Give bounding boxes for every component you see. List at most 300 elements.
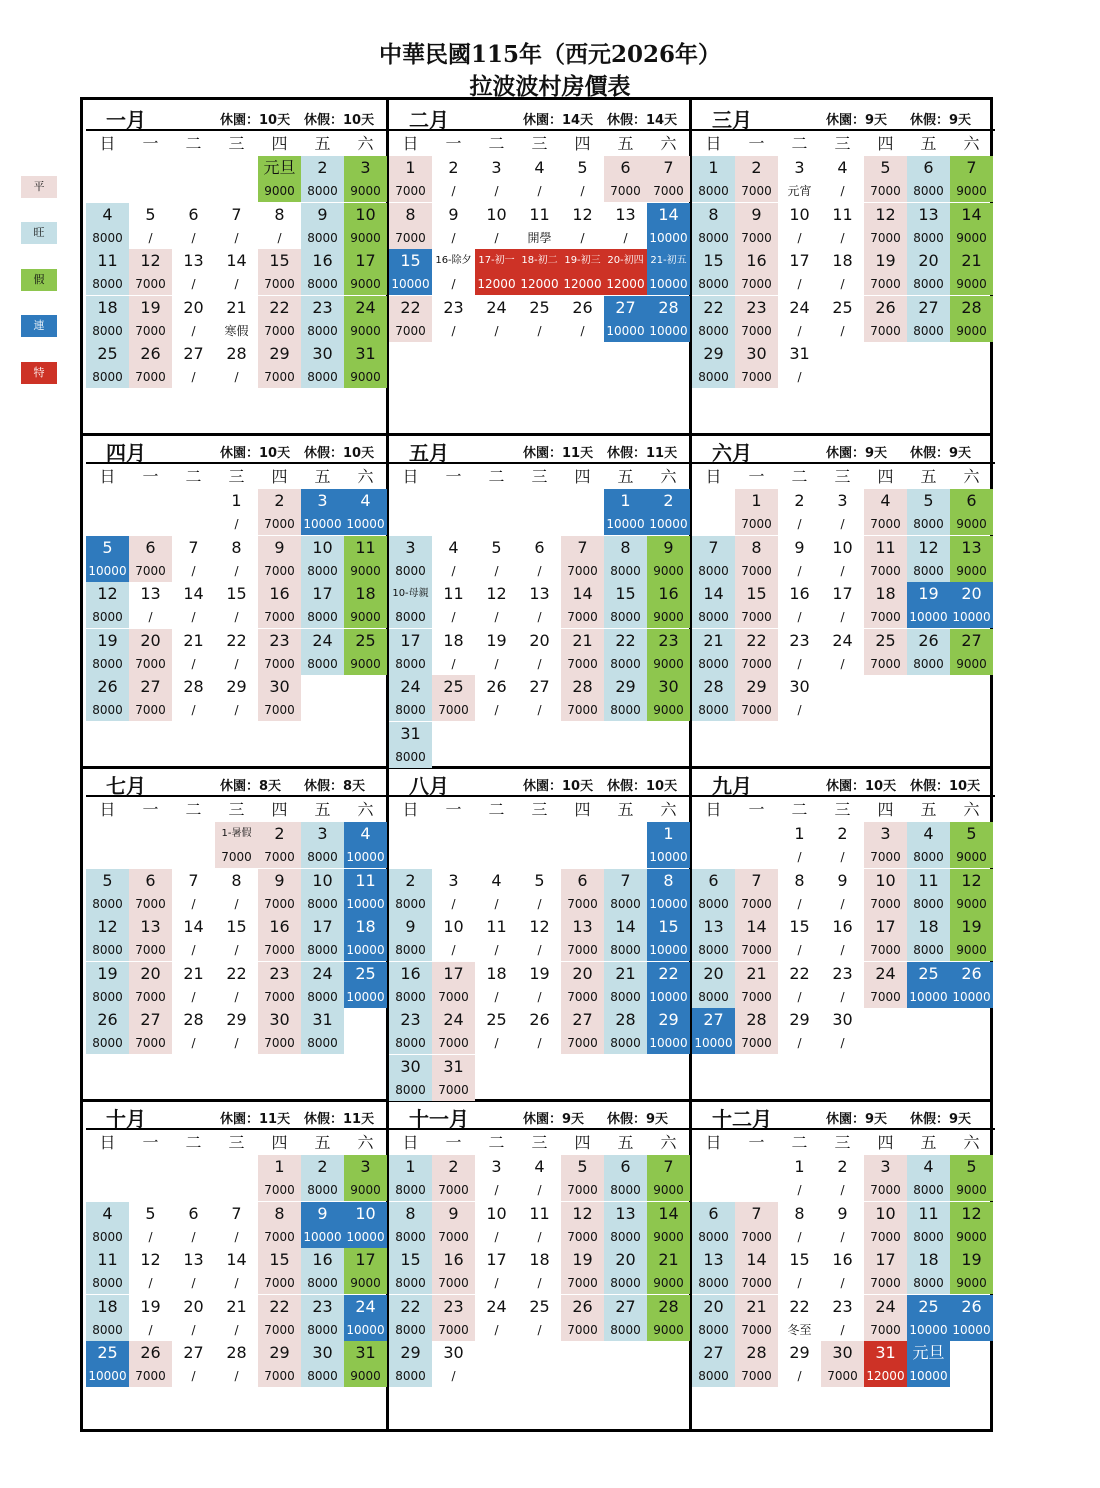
day-cell [821, 1202, 864, 1248]
day-number: 7 [663, 1157, 674, 1176]
day-cell [692, 629, 735, 675]
day-cell [301, 962, 344, 1008]
day-number: 7 [620, 870, 631, 890]
weekday-label: 六 [963, 1133, 980, 1152]
day-number: 23 [312, 1296, 333, 1316]
day-cell [258, 582, 301, 628]
day-price: 9000 [350, 323, 381, 338]
day-number: 9 [274, 537, 285, 557]
month-block [389, 1102, 692, 1435]
day-price: 7000 [135, 1036, 166, 1051]
day-cell [344, 342, 387, 388]
day-number: 19 [529, 963, 550, 983]
weekday-label: 三 [834, 800, 851, 819]
day-price: / [451, 896, 456, 911]
day-price: / [797, 1183, 802, 1197]
day-price: 7000 [870, 850, 901, 864]
day-number: 22 [400, 1296, 421, 1316]
day-number: 6 [923, 158, 934, 177]
day-number: 29 [400, 1343, 421, 1363]
day-price: / [537, 703, 542, 718]
day-number: 21 [703, 630, 724, 650]
day-number: 3 [448, 870, 459, 890]
day-cell [258, 629, 301, 675]
day-price: / [451, 563, 456, 578]
day-number: 25 [918, 963, 939, 983]
weekday-label: 一 [748, 467, 765, 486]
day-number: 9 [317, 204, 328, 224]
day-cell [129, 1248, 172, 1294]
day-number: 30 [832, 1010, 853, 1030]
day-cell [86, 1295, 129, 1341]
day-price: 10000 [303, 1229, 342, 1244]
day-cell [518, 296, 561, 342]
day-number: 31 [355, 344, 376, 364]
month-header [86, 436, 389, 464]
day-price: 10000 [952, 610, 991, 625]
day-price: 寒假 [224, 323, 249, 338]
day-price: 10000 [909, 610, 948, 625]
day-price: / [234, 989, 239, 1004]
day-price: / [148, 1229, 153, 1244]
day-cell [647, 1295, 690, 1341]
day-number: 19 [486, 630, 507, 650]
day-price: / [191, 943, 196, 958]
day-price: / [797, 989, 802, 1004]
day-number: 8 [231, 870, 242, 890]
park-closed-days: 休園：9天 [826, 446, 888, 461]
day-number: 3 [491, 158, 502, 177]
day-cell [821, 296, 864, 342]
day-cell [215, 629, 258, 675]
day-price: 8000 [913, 1229, 944, 1244]
day-price: 8000 [307, 370, 338, 385]
day-number: 11 [918, 870, 939, 890]
weekday-label: 一 [142, 467, 159, 486]
day-cell [389, 536, 432, 582]
day-number: 20 [918, 251, 939, 271]
day-number: 7 [231, 204, 242, 224]
day-number: 21 [572, 630, 593, 650]
day-cell [258, 915, 301, 961]
day-number: 12 [97, 584, 118, 604]
day-cell [215, 675, 258, 721]
day-number: 24 [486, 297, 507, 317]
day-price: 7000 [870, 1322, 901, 1337]
day-cell [475, 203, 518, 249]
day-cell [389, 629, 432, 675]
day-number: 31 [312, 1010, 333, 1030]
day-number: 26 [529, 1010, 550, 1030]
day-number: 4 [102, 1203, 113, 1223]
day-number: 7 [577, 537, 588, 557]
day-number: 5 [102, 537, 113, 557]
day-number: 20 [703, 963, 724, 983]
day-cell [215, 249, 258, 295]
day-number: 13 [572, 917, 593, 937]
day-price: 7000 [741, 323, 772, 338]
day-price: 9000 [653, 563, 684, 578]
day-price: / [537, 610, 542, 625]
day-cell [604, 1295, 647, 1341]
day-price: 7000 [264, 850, 295, 864]
day-price: 8000 [395, 1183, 426, 1197]
day-number: 11 [486, 917, 507, 937]
day-number: 15 [789, 917, 810, 937]
day-number: 6 [620, 158, 631, 177]
weekday-label: 三 [228, 134, 245, 153]
day-cell [778, 915, 821, 961]
day-number: 28 [615, 1010, 636, 1030]
month-header [389, 103, 692, 131]
weekday-label: 六 [357, 134, 374, 153]
day-number: 12 [961, 1203, 982, 1223]
day-cell [301, 203, 344, 249]
day-cell [172, 203, 215, 249]
day-price: 10000 [649, 323, 688, 338]
day-price: 8000 [698, 703, 729, 718]
weekday-label: 四 [877, 467, 894, 486]
day-cell [301, 915, 344, 961]
day-number: 31 [875, 1343, 896, 1363]
day-number: 2 [837, 1157, 848, 1176]
day-number: 15 [226, 584, 247, 604]
day-price: 9000 [350, 370, 381, 385]
day-cell [692, 296, 735, 342]
day-cell [647, 962, 690, 1008]
day-number: 26 [918, 630, 939, 650]
day-number: 12 [918, 537, 939, 557]
day-number: 19 [572, 1250, 593, 1270]
day-number: 23 [789, 630, 810, 650]
day-cell [778, 203, 821, 249]
day-price: / [191, 323, 196, 338]
day-price: 9000 [350, 1183, 381, 1197]
day-price: 7000 [741, 1276, 772, 1291]
day-cell [129, 249, 172, 295]
day-number: 9 [663, 537, 674, 557]
day-cell [172, 249, 215, 295]
day-cell [821, 1155, 864, 1201]
day-cell [301, 1008, 344, 1054]
day-number: 1 [663, 824, 674, 843]
day-number: 6 [620, 1157, 631, 1176]
day-cell [301, 582, 344, 628]
day-price: 10000 [346, 517, 385, 531]
month-name: 一月 [106, 108, 146, 132]
day-cell [735, 489, 778, 535]
day-price: / [797, 517, 802, 531]
day-price: 9000 [264, 184, 295, 198]
day-number: 30 [400, 1057, 421, 1076]
day-number: 20 [183, 297, 204, 317]
day-price: 9000 [350, 277, 381, 292]
day-cell [86, 1341, 129, 1387]
day-price: / [234, 277, 239, 292]
day-number: 3 [405, 537, 416, 557]
day-number: 31 [789, 344, 810, 364]
day-number: 17 [443, 963, 464, 983]
day-number: 25 [443, 677, 464, 697]
day-number: 1 [794, 1157, 805, 1176]
day-cell [864, 156, 907, 202]
day-number: 7 [708, 537, 719, 557]
weekday-label: 日 [99, 467, 116, 486]
day-cell [735, 249, 778, 295]
day-number: 16-除夕 [435, 255, 472, 267]
day-number: 14 [183, 917, 204, 937]
park-closed-days: 休園：8天 [220, 779, 282, 794]
day-price: 8000 [395, 703, 426, 718]
day-number: 1 [751, 491, 762, 510]
day-number: 22 [746, 630, 767, 650]
day-price: 7000 [438, 703, 469, 718]
day-cell [432, 1295, 475, 1341]
day-cell [778, 822, 821, 868]
day-cell [647, 489, 690, 535]
holiday-days: 休假：14天 [607, 113, 678, 128]
day-cell [215, 1295, 258, 1341]
weekday-label: 五 [617, 1133, 634, 1152]
day-price: 10000 [649, 989, 688, 1004]
day-price: 8000 [395, 943, 426, 958]
weekday-label: 一 [748, 800, 765, 819]
weekday-label: 二 [791, 134, 808, 153]
holiday-days: 休假：9天 [910, 1112, 972, 1127]
weekday-label: 二 [185, 134, 202, 153]
day-price: 10000 [909, 989, 948, 1004]
day-price: 7000 [741, 230, 772, 245]
day-number: 4 [360, 824, 371, 843]
weekday-label: 三 [531, 134, 548, 153]
day-price: 7000 [827, 1369, 858, 1384]
day-number: 26 [961, 963, 982, 983]
day-cell [778, 536, 821, 582]
day-price: 7000 [870, 323, 901, 338]
day-cell [518, 629, 561, 675]
day-number: 21 [183, 630, 204, 650]
day-cell [778, 1341, 821, 1387]
day-number: 13 [615, 204, 636, 224]
day-number: 3 [360, 1157, 371, 1176]
day-number: 16 [658, 584, 679, 604]
day-cell [344, 629, 387, 675]
day-number: 30 [269, 1010, 290, 1030]
day-price: 7000 [870, 517, 901, 531]
day-number: 27 [183, 344, 204, 364]
day-price: 9000 [350, 184, 381, 198]
day-cell [735, 1341, 778, 1387]
day-number: 4 [534, 1157, 545, 1176]
day-cell [432, 1055, 475, 1101]
day-number: 3 [317, 824, 328, 843]
park-closed-days: 休園：11天 [220, 1112, 291, 1127]
weekday-label: 六 [357, 800, 374, 819]
day-price: / [191, 989, 196, 1004]
day-number: 14 [658, 204, 679, 224]
day-price: / [797, 1276, 802, 1291]
day-cell [432, 1202, 475, 1248]
day-number: 10 [875, 1203, 896, 1223]
weekday-label: 五 [617, 800, 634, 819]
day-price: / [797, 370, 802, 385]
day-price: 10000 [346, 896, 385, 911]
day-number: 4 [491, 870, 502, 890]
day-cell [215, 296, 258, 342]
weekday-label: 一 [142, 800, 159, 819]
day-number: 18 [97, 297, 118, 317]
day-cell [432, 296, 475, 342]
day-number: 28 [226, 1343, 247, 1363]
weekday-label: 四 [877, 134, 894, 153]
day-cell [86, 962, 129, 1008]
day-cell [301, 629, 344, 675]
weekday-label: 日 [402, 467, 419, 486]
day-number: 15 [400, 251, 421, 271]
day-cell [432, 156, 475, 202]
day-price: 8000 [307, 1183, 338, 1197]
day-cell [258, 962, 301, 1008]
day-price: 8000 [395, 989, 426, 1004]
day-cell [692, 1295, 735, 1341]
day-cell [950, 536, 993, 582]
day-price: 7000 [264, 610, 295, 625]
day-number: 26 [875, 297, 896, 317]
day-number: 11 [832, 204, 853, 224]
day-number: 13 [140, 584, 161, 604]
weekday-label: 五 [314, 1133, 331, 1152]
day-cell [604, 536, 647, 582]
day-price: 8000 [395, 610, 426, 625]
day-cell [604, 582, 647, 628]
day-cell [172, 962, 215, 1008]
weekday-label: 日 [99, 1133, 116, 1152]
day-cell [735, 1295, 778, 1341]
day-number: 29 [789, 1343, 810, 1363]
day-price: 7000 [870, 943, 901, 958]
month-header [86, 1102, 389, 1130]
day-price: 10000 [346, 989, 385, 1004]
day-price: 7000 [438, 1276, 469, 1291]
day-number: 10-母親 [392, 588, 429, 600]
day-number: 6 [577, 870, 588, 890]
day-price: / [840, 563, 845, 578]
day-cell [172, 1295, 215, 1341]
day-cell [432, 1248, 475, 1294]
day-cell [950, 915, 993, 961]
day-cell [950, 582, 993, 628]
day-price: / [234, 1369, 239, 1384]
month-header [86, 769, 389, 797]
weekday-label: 二 [791, 467, 808, 486]
day-price: / [494, 1229, 499, 1244]
day-price: 8000 [307, 277, 338, 292]
day-cell [821, 629, 864, 675]
month-name: 五月 [409, 441, 449, 465]
day-number: 30 [269, 677, 290, 697]
day-cell [258, 1202, 301, 1248]
day-cell [432, 249, 475, 295]
day-cell [604, 629, 647, 675]
day-price: / [797, 1036, 802, 1051]
day-price: 9000 [956, 277, 987, 292]
day-cell [604, 489, 647, 535]
day-cell [604, 1248, 647, 1294]
day-price: 8000 [610, 703, 641, 718]
day-price: 7000 [741, 517, 772, 531]
day-price: 9000 [350, 610, 381, 625]
day-price: 7000 [870, 989, 901, 1004]
day-number: 2 [837, 824, 848, 843]
day-price: 7000 [264, 370, 295, 385]
day-cell [172, 675, 215, 721]
day-number: 10 [875, 870, 896, 890]
weekday-label: 一 [445, 800, 462, 819]
day-price: 8000 [913, 1276, 944, 1291]
month-block [389, 436, 692, 769]
day-cell [821, 1341, 864, 1387]
month-header [692, 1102, 995, 1130]
weekday-label: 四 [271, 1133, 288, 1152]
day-number: 16 [443, 1250, 464, 1270]
day-price: 8000 [698, 563, 729, 578]
day-number: 8 [274, 204, 285, 224]
day-price: 7000 [264, 563, 295, 578]
day-number: 8 [405, 204, 416, 224]
day-price: / [148, 1276, 153, 1291]
day-price: 10000 [649, 517, 688, 531]
day-number: 19 [875, 251, 896, 271]
day-number: 9 [448, 204, 459, 224]
day-price: / [797, 323, 802, 338]
day-number: 14 [226, 251, 247, 271]
day-cell [864, 536, 907, 582]
month-header [389, 1102, 692, 1130]
day-number: 8 [708, 204, 719, 224]
day-price: / [840, 1229, 845, 1244]
day-price: / [234, 943, 239, 958]
day-cell [432, 869, 475, 915]
day-number: 6 [145, 870, 156, 890]
day-cell [518, 1202, 561, 1248]
day-cell [389, 675, 432, 721]
day-cell [344, 915, 387, 961]
day-number: 8 [274, 1203, 285, 1223]
holiday-days: 休假：9天 [910, 446, 972, 461]
day-cell [561, 1155, 604, 1201]
day-price: / [537, 989, 542, 1004]
weekday-label: 二 [185, 467, 202, 486]
day-cell [475, 582, 518, 628]
day-cell [604, 203, 647, 249]
weekday-label: 一 [445, 1133, 462, 1152]
day-number: 23 [658, 630, 679, 650]
day-number: 20-初四 [607, 255, 644, 267]
weekday-label: 六 [963, 800, 980, 819]
day-number: 3 [794, 158, 805, 177]
day-cell [344, 1295, 387, 1341]
day-price: 7000 [135, 656, 166, 671]
weekday-label: 四 [271, 800, 288, 819]
day-number: 16 [789, 584, 810, 604]
day-number: 26 [961, 1296, 982, 1316]
day-number: 12 [97, 917, 118, 937]
day-cell [778, 582, 821, 628]
day-price: / [537, 1183, 542, 1197]
day-price: / [234, 370, 239, 385]
day-number: 15 [746, 584, 767, 604]
day-price: 7000 [567, 1183, 598, 1197]
